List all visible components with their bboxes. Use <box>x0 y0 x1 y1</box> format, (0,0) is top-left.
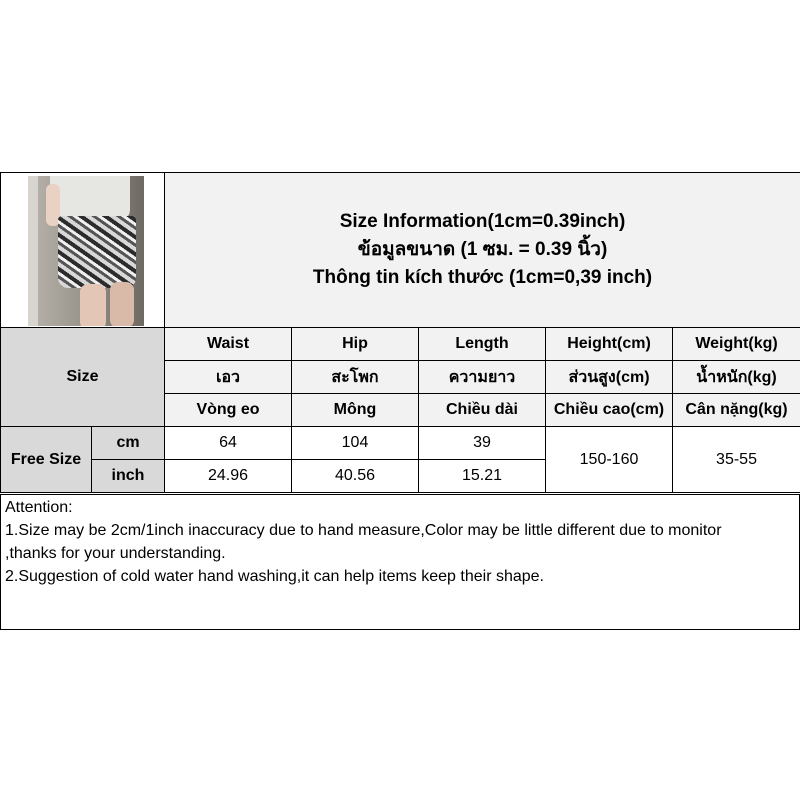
banner-title-en: Size Information(1cm=0.39inch) <box>339 211 626 232</box>
col-header-waist-vi: Vòng eo <box>165 394 292 427</box>
attention-notes <box>0 494 800 630</box>
col-header-waist-en: Waist <box>165 328 292 361</box>
size-chart-sheet <box>0 172 800 630</box>
col-header-weight-vi: Cân nặng(kg) <box>673 394 800 427</box>
col-header-hip-vi: Mông <box>292 394 419 427</box>
size-info-banner <box>165 173 800 328</box>
col-header-length-vi: Chiều dài <box>419 394 546 427</box>
height-value: 150-160 <box>546 427 673 493</box>
size-table <box>0 172 800 493</box>
hip-inch-value: 40.56 <box>292 460 419 493</box>
col-header-weight-th: น้ำหนัก(kg) <box>673 361 800 394</box>
col-header-hip-th: สะโพก <box>292 361 419 394</box>
col-header-length-th: ความยาว <box>419 361 546 394</box>
product-photo-cell <box>1 173 165 328</box>
weight-value: 35-55 <box>673 427 800 493</box>
notes-line-2: 2.Suggestion of cold water hand washing,it can help items keep their shape. <box>5 568 544 585</box>
col-header-weight-en: Weight(kg) <box>673 328 800 361</box>
notes-line-1-continued: ,thanks for your understanding. <box>5 545 226 562</box>
col-header-height-vi: Chiều cao(cm) <box>546 394 673 427</box>
banner-title-vi: Thông tin kích thước (1cm=0,39 inch) <box>312 267 653 288</box>
col-header-waist-th: เอว <box>165 361 292 394</box>
length-inch-value: 15.21 <box>419 460 546 493</box>
col-header-height-th: ส่วนสูง(cm) <box>546 361 673 394</box>
free-size-label: Free Size <box>1 427 92 493</box>
size-label: Size <box>1 328 165 427</box>
col-header-height-en: Height(cm) <box>546 328 673 361</box>
col-header-hip-en: Hip <box>292 328 419 361</box>
length-cm-value: 39 <box>419 427 546 460</box>
notes-title: Attention: <box>5 499 73 516</box>
hip-cm-value: 104 <box>292 427 419 460</box>
col-header-length-en: Length <box>419 328 546 361</box>
waist-cm-value: 64 <box>165 427 292 460</box>
product-photo <box>28 176 144 326</box>
banner-title-th: ข้อมูลขนาด (1 ซม. = 0.39 นิ้ว) <box>357 239 608 260</box>
notes-line-1: 1.Size may be 2cm/1inch inaccuracy due to hand measure,Color may be little different due to monitor <box>5 522 722 539</box>
unit-inch-label: inch <box>92 460 165 493</box>
unit-cm-label: cm <box>92 427 165 460</box>
waist-inch-value: 24.96 <box>165 460 292 493</box>
